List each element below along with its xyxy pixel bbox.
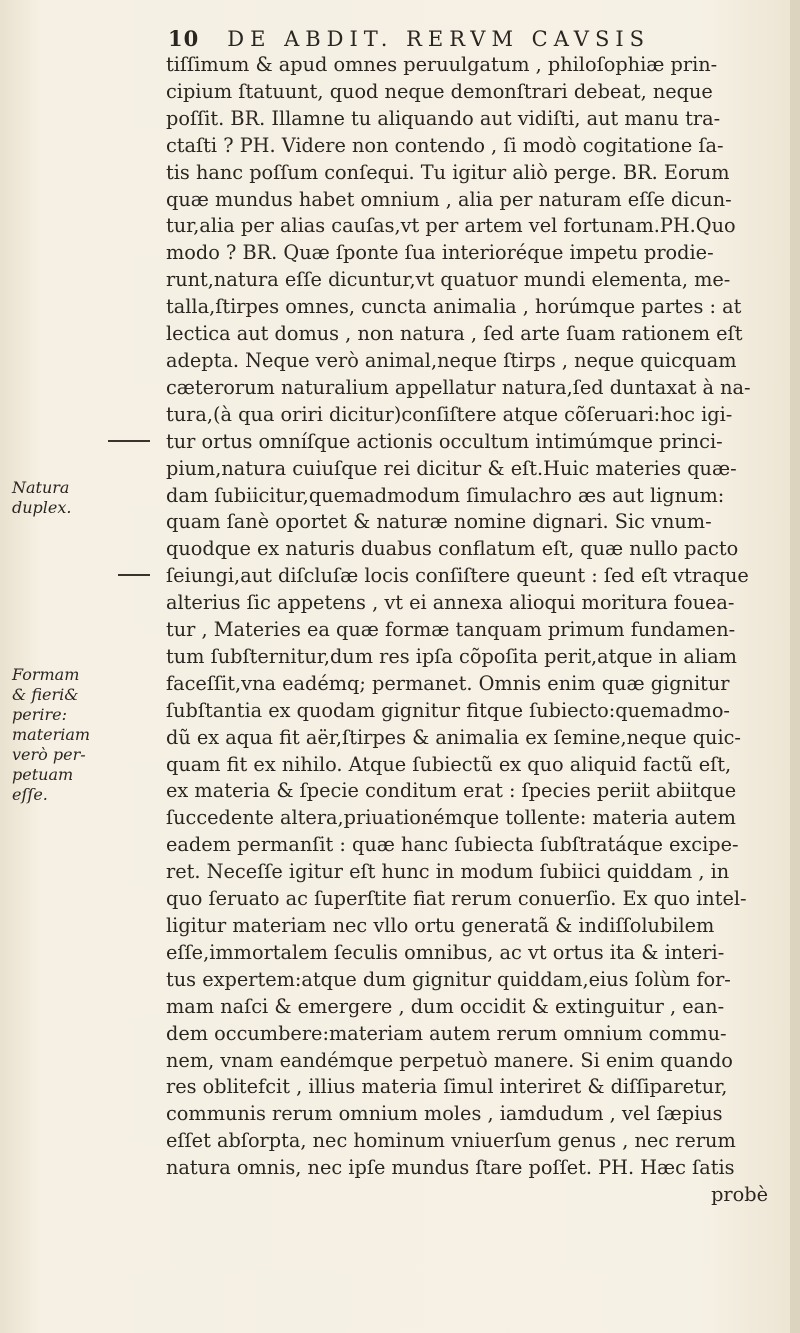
text-line: tur ortus omníſque actionis occultum intimúmque princi- — [166, 429, 723, 453]
text-line: ligitur materiam nec vllo ortu generatã & indiſſolubilem — [166, 914, 715, 937]
text-line: communis rerum omnium moles , iamdudum , vel ſæpius — [166, 1102, 723, 1126]
text-line: quam ſanè oportet & naturæ nomine dignari. Sic vnum- — [166, 510, 712, 534]
text-line: quæ mundus habet omnium , alia per naturam eſſe dicun- — [166, 187, 732, 211]
text-line: eadem permanſit : quæ hanc ſubiecta ſubſtratáque excipe- — [166, 833, 739, 857]
text-line: quam fit ex nihilo. Atque ſubiectũ ex quo aliquid factũ eſt, — [166, 752, 732, 776]
margin-note-line: Natura — [12, 478, 70, 497]
text-line: cipium ſtatuunt, quod neque demonſtrari debeat, neque — [166, 79, 713, 103]
margin-note-line: duplex. — [12, 498, 72, 517]
text-line: tum ſubſternitur,dum res ipſa cõpoſita perit,atque in aliam — [166, 644, 737, 668]
margin-note-line: Formam — [12, 665, 80, 684]
text-line: lectica aut domus , non natura , ſed arte ſuam rationem eſt — [166, 322, 743, 346]
margin-note-formam-perire — [12, 665, 152, 805]
text-line: tur,alia per alias cauſas,vt per artem vel fortunam.PH.Quo — [166, 214, 736, 238]
text-line: faceſſit,vna eadémq; permanet. Omnis enim quæ gignitur — [166, 671, 730, 695]
text-line: ſubſtantia ex quodam gignitur fitque ſubiecto:quemadmo- — [166, 698, 730, 722]
page-edge — [790, 0, 800, 1333]
text-line: tur , Materies ea quæ formæ tanquam primum fundamen- — [166, 618, 736, 642]
text-line: ex materia & ſpecie conditum erat : ſpecies periit abiitque — [166, 779, 737, 803]
text-line: tura,(à qua oriri dicitur)conſiſtere atque cõſeruari:hoc igi- — [166, 402, 733, 426]
text-line: ſeiungi,aut diſcluſæ locis conſiſtere queunt : ſed eſt vtraque — [166, 564, 749, 588]
text-line: runt,natura eſſe dicuntur,vt quatuor mundi elementa, me- — [166, 268, 731, 292]
text-line: quo ſeruato ac ſuperſtite fiat rerum conuerſio. Ex quo intel- — [166, 887, 747, 911]
running-header — [168, 26, 728, 51]
margin-note-line: perire: — [12, 705, 67, 724]
margin-note-line: verò per- — [12, 745, 86, 764]
text-line: eſſet abſorpta, nec hominum vniuerſum genus , nec rerum — [166, 1129, 736, 1153]
text-line: dem occumbere:materiam autem rerum omnium commu- — [166, 1021, 727, 1045]
text-line: natura omnis, nec ipſe mundus ſtare poſſet. PH. Hæc ſatis — [166, 1156, 735, 1180]
text-line: ctaſti ? PH. Videre non contendo , ſi modò cogitatione ſa- — [166, 133, 724, 157]
margin-note-natura-duplex — [12, 478, 152, 518]
text-line: res oblitefcit , illius materia ſimul interiret & diſſiparetur, — [166, 1075, 728, 1099]
text-line: nem, vnam eandémque perpetuò manere. Si enim quando — [166, 1048, 733, 1072]
catchword: probè — [711, 1183, 768, 1207]
text-line: alterius ſic appetens , vt ei annexa alioqui moritura fouea- — [166, 591, 735, 615]
text-line: dam ſubiicitur,quemadmodum ſimulachro æs aut lignum: — [166, 483, 725, 507]
text-line: mam naſci & emergere , dum occidit & extinguitur , ean- — [166, 994, 725, 1018]
text-line: tus expertem:atque dum gignitur quiddam,eius ſolùm for- — [166, 967, 731, 991]
page-number: 10 — [168, 26, 200, 51]
text-line: eſſe,immortalem ſeculis omnibus, ac vt ortus ita & interi- — [166, 940, 725, 964]
text-line: adepta. Neque verò animal,neque ſtirps , neque quicquam — [166, 348, 737, 372]
running-title: DE ABDIT. RERVM CAVSIS — [227, 27, 651, 51]
text-line: ret. Neceſſe igitur eſt hunc in modum ſubiici quiddam , in — [166, 860, 730, 884]
text-line: tiſſimum & apud omnes peruulgatum , philoſophiæ prin- — [166, 53, 718, 76]
text-line: tis hanc poſſum conſequi. Tu igitur aliò perge. BR. Eorum — [166, 160, 730, 184]
margin-note-line: petuam — [12, 765, 74, 784]
text-line: quodque ex naturis duabus conflatum eſt, quæ nullo pacto — [166, 537, 739, 561]
margin-note-line: & fieri& — [12, 685, 79, 704]
margin-dash — [118, 574, 150, 576]
margin-dash — [108, 440, 150, 442]
text-line: cæterorum naturalium appellatur natura,ſed duntaxat à na- — [166, 375, 751, 399]
margin-note-line: eſſe. — [12, 785, 48, 804]
text-line: poſſit. BR. Illamne tu aliquando aut vidiſti, aut manu tra- — [166, 106, 721, 130]
text-line: talla,ſtirpes omnes, cuncta animalia , horúmque partes : at — [166, 295, 742, 319]
text-line: pium,natura cuiuſque rei dicitur & eſt.Huic materies quæ- — [166, 456, 737, 480]
margin-note-line: materiam — [12, 725, 91, 744]
text-line: dũ ex aqua fit aër,ſtirpes & animalia ex ſemine,neque quic- — [166, 725, 741, 749]
text-line: ſuccedente altera,priuationémque tollente: materia autem — [166, 806, 736, 830]
text-line: modo ? BR. Quæ ſponte ſua interioréque impetu prodie- — [166, 241, 714, 265]
body-text — [166, 52, 776, 1209]
